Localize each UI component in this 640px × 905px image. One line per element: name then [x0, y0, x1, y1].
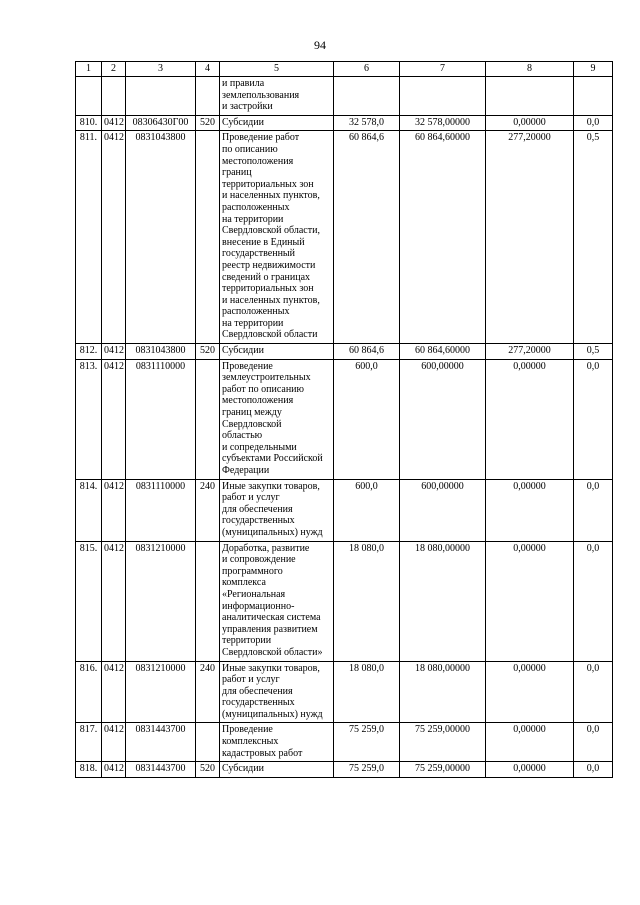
description-line: внесение в Единый — [222, 236, 305, 248]
description-cell — [220, 131, 334, 344]
target-article-cell: 0831210000 — [126, 541, 196, 661]
table-row — [76, 77, 613, 116]
description-line: на территории — [222, 317, 284, 329]
planned-amount-cell: 60 864,6 — [334, 131, 400, 344]
description-line: для обеспечения — [222, 685, 293, 697]
row-number-cell: 817. — [76, 723, 102, 762]
description-line: информационно- — [222, 600, 295, 612]
row-number-cell — [76, 77, 102, 116]
executed-amount-cell: 0,00000 — [486, 762, 574, 778]
adjusted-amount-cell: 75 259,00000 — [400, 723, 486, 762]
description-line: границ — [222, 167, 252, 179]
description-line: и населенных пунктов, — [222, 190, 320, 202]
expense-type-cell — [196, 77, 220, 116]
description-line: и застройки — [222, 101, 273, 113]
executed-amount-cell: 277,20000 — [486, 344, 574, 360]
target-article-cell: 0831110000 — [126, 359, 196, 479]
description-line: Субсидии — [222, 763, 264, 775]
description-line: территории — [222, 635, 272, 647]
executed-amount-cell: 0,00000 — [486, 359, 574, 479]
section-code-cell: 0412 — [102, 541, 126, 661]
executed-amount-cell: 0,00000 — [486, 661, 574, 723]
target-article-cell: 0831043800 — [126, 344, 196, 360]
description-line: и сопровождение — [222, 554, 296, 566]
description-line: комплексных — [222, 736, 279, 748]
percent-cell: 0,0 — [574, 115, 613, 131]
executed-amount-cell: 0,00000 — [486, 541, 574, 661]
description-line: и сопредельными — [222, 441, 297, 453]
column-header: 5 — [220, 62, 334, 77]
description-line: работ по описанию — [222, 383, 304, 395]
description-cell — [220, 359, 334, 479]
row-number-cell: 812. — [76, 344, 102, 360]
description-line: (муниципальных) нужд — [222, 526, 323, 538]
row-number-cell: 815. — [76, 541, 102, 661]
planned-amount-cell: 600,0 — [334, 479, 400, 541]
target-article-cell: 0831443700 — [126, 723, 196, 762]
description-line: управления развитием — [222, 623, 318, 635]
adjusted-amount-cell: 60 864,60000 — [400, 131, 486, 344]
description-line: кадастровых работ — [222, 747, 303, 759]
expense-type-cell — [196, 723, 220, 762]
description-line: Проведение — [222, 724, 273, 736]
expense-type-cell — [196, 131, 220, 344]
description-line: реестр недвижимости — [222, 259, 316, 271]
description-line: государственный — [222, 248, 295, 260]
description-line: Субсидии — [222, 116, 264, 128]
target-article-cell: 0831110000 — [126, 479, 196, 541]
description-line: государственных — [222, 697, 295, 709]
adjusted-amount-cell: 75 259,00000 — [400, 762, 486, 778]
description-line: «Региональная — [222, 588, 286, 600]
description-cell — [220, 661, 334, 723]
planned-amount-cell: 60 864,6 — [334, 344, 400, 360]
description-line: местоположения — [222, 395, 294, 407]
percent-cell: 0,0 — [574, 479, 613, 541]
executed-amount-cell: 0,00000 — [486, 115, 574, 131]
column-header: 9 — [574, 62, 613, 77]
adjusted-amount-cell: 600,00000 — [400, 479, 486, 541]
description-line: субъектами Российской — [222, 453, 323, 465]
table-body — [76, 77, 613, 778]
row-number-cell: 811. — [76, 131, 102, 344]
target-article-cell — [126, 77, 196, 116]
description-cell — [220, 723, 334, 762]
page-number: 94 — [314, 38, 326, 52]
planned-amount-cell: 32 578,0 — [334, 115, 400, 131]
description-line: аналитическая система — [222, 612, 321, 624]
adjusted-amount-cell — [400, 77, 486, 116]
description-line: государственных — [222, 515, 295, 527]
column-header: 8 — [486, 62, 574, 77]
section-code-cell: 0412 — [102, 479, 126, 541]
budget-table — [75, 61, 613, 778]
description-line: и правила — [222, 78, 265, 89]
row-number-cell: 818. — [76, 762, 102, 778]
description-line: по описанию — [222, 143, 278, 155]
table-row — [76, 541, 613, 661]
description-line: комплекса — [222, 577, 266, 589]
executed-amount-cell — [486, 77, 574, 116]
section-code-cell: 0412 — [102, 359, 126, 479]
percent-cell: 0,0 — [574, 661, 613, 723]
description-line: Свердловской — [222, 418, 282, 430]
row-number-cell: 814. — [76, 479, 102, 541]
planned-amount-cell: 600,0 — [334, 359, 400, 479]
target-article-cell: 0831210000 — [126, 661, 196, 723]
description-line: Иные закупки товаров, — [222, 662, 320, 674]
description-line: на территории — [222, 213, 284, 225]
description-cell — [220, 77, 334, 116]
description-line: землеустроительных — [222, 372, 311, 384]
adjusted-amount-cell: 18 080,00000 — [400, 661, 486, 723]
description-line: территориальных зон — [222, 178, 314, 190]
section-code-cell: 0412 — [102, 661, 126, 723]
section-code-cell: 0412 — [102, 723, 126, 762]
description-line: программного — [222, 565, 283, 577]
row-number-cell: 813. — [76, 359, 102, 479]
expense-type-cell — [196, 359, 220, 479]
section-code-cell: 0412 — [102, 762, 126, 778]
expense-type-cell: 240 — [196, 479, 220, 541]
description-line: Доработка, развитие — [222, 542, 310, 554]
description-line: областью — [222, 430, 263, 442]
adjusted-amount-cell: 32 578,00000 — [400, 115, 486, 131]
target-article-cell: 0831043800 — [126, 131, 196, 344]
row-number-cell: 810. — [76, 115, 102, 131]
description-line: Проведение — [222, 360, 273, 372]
expense-type-cell: 520 — [196, 344, 220, 360]
percent-cell: 0,0 — [574, 762, 613, 778]
description-line: для обеспечения — [222, 503, 293, 515]
description-line: территориальных зон — [222, 283, 314, 295]
table-header-row — [76, 62, 613, 77]
table-row — [76, 479, 613, 541]
percent-cell: 0,5 — [574, 344, 613, 360]
planned-amount-cell: 75 259,0 — [334, 762, 400, 778]
description-cell — [220, 479, 334, 541]
column-header: 1 — [76, 62, 102, 77]
description-line: местоположения — [222, 155, 294, 167]
description-line: Иные закупки товаров, — [222, 480, 320, 492]
description-line: Федерации — [222, 465, 270, 476]
description-line: сведений о границах — [222, 271, 311, 283]
section-code-cell — [102, 77, 126, 116]
section-code-cell: 0412 — [102, 131, 126, 344]
description-line: Свердловской области» — [222, 646, 323, 658]
description-line: (муниципальных) нужд — [222, 708, 323, 720]
description-line: и населенных пунктов, — [222, 294, 320, 306]
percent-cell: 0,5 — [574, 131, 613, 344]
target-article-cell: 08306430Г00 — [126, 115, 196, 131]
column-header: 2 — [102, 62, 126, 77]
expense-type-cell — [196, 541, 220, 661]
column-header: 6 — [334, 62, 400, 77]
section-code-cell: 0412 — [102, 115, 126, 131]
section-code-cell: 0412 — [102, 344, 126, 360]
description-cell — [220, 762, 334, 778]
column-header: 3 — [126, 62, 196, 77]
expense-type-cell: 240 — [196, 661, 220, 723]
description-line: работ и услуг — [222, 492, 280, 504]
percent-cell: 0,0 — [574, 541, 613, 661]
executed-amount-cell: 277,20000 — [486, 131, 574, 344]
description-line: Субсидии — [222, 345, 264, 357]
expense-type-cell: 520 — [196, 115, 220, 131]
description-cell — [220, 541, 334, 661]
table-row — [76, 661, 613, 723]
description-line: границ между — [222, 407, 282, 419]
adjusted-amount-cell: 600,00000 — [400, 359, 486, 479]
row-number-cell: 816. — [76, 661, 102, 723]
percent-cell: 0,0 — [574, 723, 613, 762]
description-line: расположенных — [222, 201, 290, 213]
planned-amount-cell: 18 080,0 — [334, 541, 400, 661]
percent-cell — [574, 77, 613, 116]
description-cell — [220, 344, 334, 360]
table-row — [76, 723, 613, 762]
description-line: землепользования — [222, 89, 300, 101]
description-cell — [220, 115, 334, 131]
description-line: Свердловской области — [222, 329, 318, 341]
description-line: Свердловской области, — [222, 225, 320, 237]
adjusted-amount-cell: 18 080,00000 — [400, 541, 486, 661]
expense-type-cell: 520 — [196, 762, 220, 778]
adjusted-amount-cell: 60 864,60000 — [400, 344, 486, 360]
planned-amount-cell — [334, 77, 400, 116]
executed-amount-cell: 0,00000 — [486, 479, 574, 541]
table-row — [76, 131, 613, 344]
target-article-cell: 0831443700 — [126, 762, 196, 778]
column-header: 4 — [196, 62, 220, 77]
planned-amount-cell: 75 259,0 — [334, 723, 400, 762]
description-line: работ и услуг — [222, 674, 280, 686]
planned-amount-cell: 18 080,0 — [334, 661, 400, 723]
table-row — [76, 344, 613, 360]
percent-cell: 0,0 — [574, 359, 613, 479]
description-line: Проведение работ — [222, 132, 300, 144]
column-header: 7 — [400, 62, 486, 77]
executed-amount-cell: 0,00000 — [486, 723, 574, 762]
description-line: расположенных — [222, 306, 290, 318]
table-row — [76, 115, 613, 131]
table-row — [76, 762, 613, 778]
table-row — [76, 359, 613, 479]
